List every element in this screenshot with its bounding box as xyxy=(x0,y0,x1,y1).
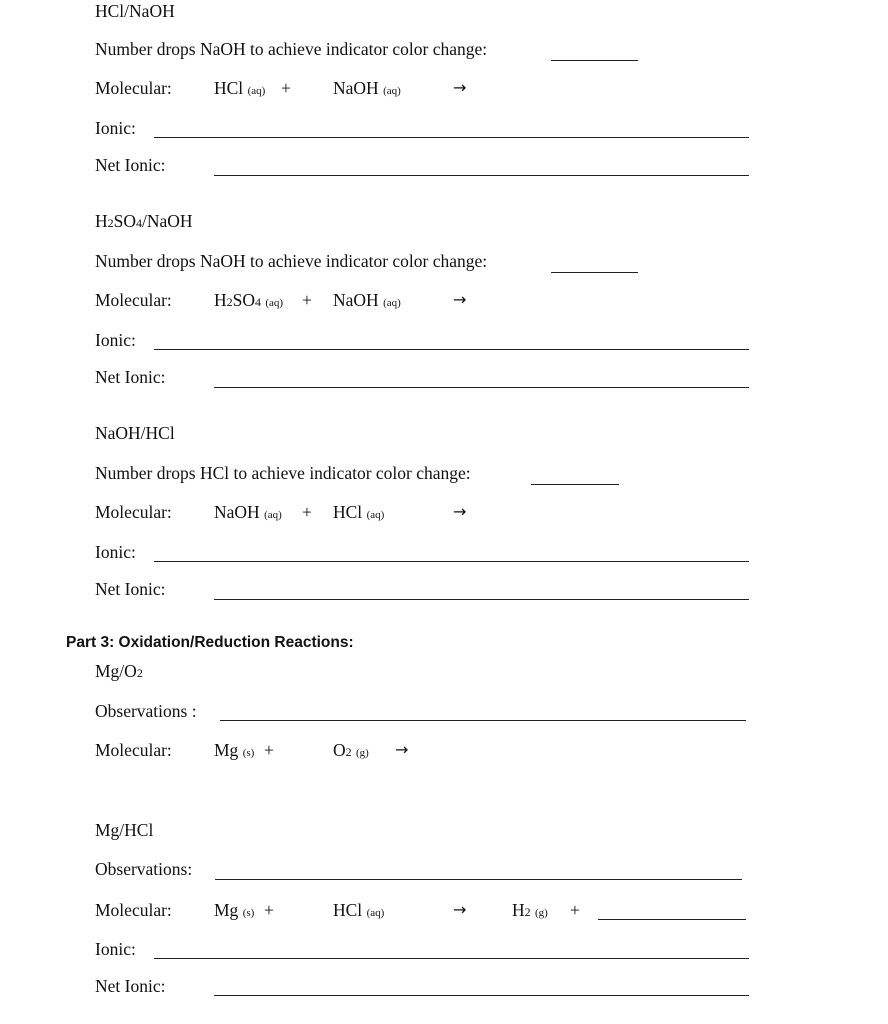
ionic-answer-line[interactable] xyxy=(154,561,749,562)
ionic-answer-line[interactable] xyxy=(154,958,749,959)
molecular-label: Molecular: xyxy=(95,900,172,920)
net-ionic-answer-line[interactable] xyxy=(214,599,749,600)
molecular-label: Molecular: xyxy=(95,740,172,760)
ionic-answer-line[interactable] xyxy=(154,349,749,350)
reaction-arrow-icon: → xyxy=(395,740,409,759)
reactant-1: NaOH (aq) xyxy=(214,502,282,522)
net-ionic-answer-line[interactable] xyxy=(214,995,749,996)
molecular-label: Molecular: xyxy=(95,78,172,98)
observations-answer-line[interactable] xyxy=(220,720,746,721)
plus-sign: + xyxy=(264,740,274,760)
observations-label: Observations : xyxy=(95,701,197,721)
reaction-arrow-icon: → xyxy=(453,78,467,97)
plus-sign: + xyxy=(264,900,274,920)
molecular-label: Molecular: xyxy=(95,290,172,310)
observations-answer-line[interactable] xyxy=(215,879,742,880)
drops-label: Number drops HCl to achieve indicator color change: xyxy=(95,463,471,483)
product-2-answer-line[interactable] xyxy=(598,919,746,920)
plus-sign: + xyxy=(302,502,312,522)
observations-label: Observations: xyxy=(95,859,193,879)
part3-heading: Part 3: Oxidation/Reduction Reactions: xyxy=(66,634,354,651)
net-ionic-label: Net Ionic: xyxy=(95,976,166,996)
ionic-label: Ionic: xyxy=(95,118,136,138)
drops-label: Number drops NaOH to achieve indicator color change: xyxy=(95,251,488,271)
ionic-label: Ionic: xyxy=(95,939,136,959)
ionic-label: Ionic: xyxy=(95,330,136,350)
reactant-1: H2SO4 (aq) xyxy=(214,290,284,310)
product-1: H2 (g) xyxy=(512,900,548,920)
plus-sign: + xyxy=(570,900,580,920)
ionic-answer-line[interactable] xyxy=(154,137,749,138)
ionic-label: Ionic: xyxy=(95,542,136,562)
reactant-1: HCl (aq) xyxy=(214,78,266,98)
drops-answer-line[interactable] xyxy=(551,272,638,273)
reactant-2: NaOH (aq) xyxy=(333,290,401,310)
reactant-1: Mg (s) xyxy=(214,740,255,760)
plus-sign: + xyxy=(302,290,312,310)
reactant-1: Mg (s) xyxy=(214,900,255,920)
reactant-2: NaOH (aq) xyxy=(333,78,401,98)
molecular-label: Molecular: xyxy=(95,502,172,522)
reaction-arrow-icon: → xyxy=(453,900,467,919)
drops-answer-line[interactable] xyxy=(551,60,638,61)
net-ionic-label: Net Ionic: xyxy=(95,579,166,599)
drops-label: Number drops NaOH to achieve indicator color change: xyxy=(95,39,488,59)
section-title-naoh-hcl: NaOH/HCl xyxy=(95,423,175,443)
section-title-mg-hcl: Mg/HCl xyxy=(95,820,154,840)
net-ionic-label: Net Ionic: xyxy=(95,155,166,175)
reaction-arrow-icon: → xyxy=(453,290,467,309)
drops-answer-line[interactable] xyxy=(531,484,619,485)
net-ionic-answer-line[interactable] xyxy=(214,175,749,176)
reactant-2: O2 (g) xyxy=(333,740,369,760)
section-title-hcl-naoh: HCl/NaOH xyxy=(95,1,175,21)
net-ionic-label: Net Ionic: xyxy=(95,367,166,387)
reactant-2: HCl (aq) xyxy=(333,502,385,522)
section-title-h2so4-naoh: H2SO4/NaOH xyxy=(95,211,193,231)
section-title-mg-o2: Mg/O2 xyxy=(95,661,143,681)
reactant-2: HCl (aq) xyxy=(333,900,385,920)
net-ionic-answer-line[interactable] xyxy=(214,387,749,388)
plus-sign: + xyxy=(281,78,291,98)
reaction-arrow-icon: → xyxy=(453,502,467,521)
